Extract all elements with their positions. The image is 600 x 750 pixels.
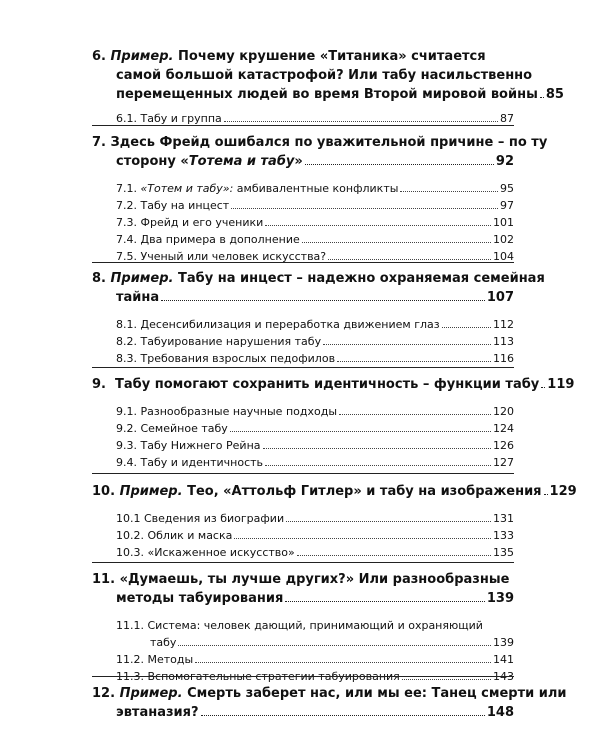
subitem-label: 9.3. Табу Нижнего Рейна xyxy=(116,439,261,452)
dot-leader xyxy=(544,494,548,495)
toc-chapter-9[interactable] xyxy=(92,375,575,471)
section-divider xyxy=(92,367,514,368)
toc-subitem[interactable] xyxy=(92,350,514,367)
chapter-10-title-line-1 xyxy=(92,482,577,501)
subitem-page: 127 xyxy=(493,456,514,469)
chapter-6-title-line-3 xyxy=(92,85,564,104)
dot-leader xyxy=(265,225,491,226)
subitem-label: 10.3. «Искаженное искусство» xyxy=(116,546,295,559)
subitem-label: 10.2. Облик и маска xyxy=(116,529,233,542)
chapter-6-tag: Пример. xyxy=(110,49,174,64)
chapter-7-title-2: сторону «Тотема и табу» xyxy=(116,154,303,169)
subitem-label: 11.3. Вспомогательные стратегии табуирования xyxy=(116,670,400,683)
chapter-12-title-line-1 xyxy=(92,684,567,703)
subitem-label: 7.3. Фрейд и его ученики xyxy=(116,216,264,229)
toc-subitem[interactable] xyxy=(92,214,514,231)
subitem-label: 7.5. Ученый или человек искусства? xyxy=(116,250,327,263)
chapter-12-title-2: эвтаназия? xyxy=(116,705,199,720)
toc-chapter-6[interactable] xyxy=(92,47,564,127)
subitem-page: 131 xyxy=(493,512,514,525)
subitem-page: 97 xyxy=(500,199,514,212)
dot-leader xyxy=(339,414,491,415)
chapter-6-title-3: перемещенных людей во время Второй мировой войны xyxy=(116,87,538,102)
section-divider xyxy=(92,562,514,563)
toc-subitem[interactable] xyxy=(92,651,514,668)
subitem-label: 6.1. Табу и группа xyxy=(116,112,222,125)
toc-subitem[interactable] xyxy=(92,454,514,471)
toc-subitem[interactable] xyxy=(92,333,514,350)
dot-leader xyxy=(285,601,485,602)
chapter-11-title-line-2 xyxy=(92,589,514,608)
subitem-page: 112 xyxy=(493,318,514,331)
subitem-page: 120 xyxy=(493,405,514,418)
dot-leader xyxy=(302,242,491,243)
dot-leader xyxy=(540,97,544,98)
dot-leader xyxy=(265,465,491,466)
section-divider xyxy=(92,473,514,474)
chapter-8-tag: Пример. xyxy=(110,271,174,286)
chapter-11-number: 11. xyxy=(92,572,116,587)
chapter-10-tag: Пример. xyxy=(119,484,183,499)
chapter-9-title-line-1 xyxy=(92,375,575,394)
dot-leader xyxy=(286,521,491,522)
toc-subitem[interactable] xyxy=(92,403,514,420)
dot-leader xyxy=(178,645,491,646)
subitem-label: 7.4. Два примера в дополнение xyxy=(116,233,300,246)
dot-leader xyxy=(323,344,491,345)
chapter-10-page: 129 xyxy=(549,484,577,499)
chapter-8-title-1: Табу на инцест – надежно охраняемая семейная xyxy=(178,271,545,286)
subitem-label: 9.1. Разнообразные научные подходы xyxy=(116,405,337,418)
toc-subitem[interactable] xyxy=(92,510,514,527)
dot-leader xyxy=(201,715,485,716)
subitem-label: 8.2. Табуирование нарушения табу xyxy=(116,335,322,348)
subitem-page: 139 xyxy=(493,636,514,649)
subitem-page: 102 xyxy=(493,233,514,246)
chapter-12-title-1: Смерть заберет нас, или мы ее: Танец смерти или xyxy=(187,686,567,701)
subitem-label: 9.4. Табу и идентичность xyxy=(116,456,264,469)
dot-leader xyxy=(400,191,498,192)
toc-subitem[interactable] xyxy=(92,180,514,197)
dot-leader xyxy=(305,164,494,165)
chapter-12-number: 12. xyxy=(92,686,116,701)
dot-leader xyxy=(337,361,491,362)
chapter-6-title-line-1 xyxy=(92,47,514,66)
dot-leader xyxy=(161,300,485,301)
chapter-9-number: 9. xyxy=(92,377,106,392)
dot-leader xyxy=(231,208,498,209)
toc-chapter-12[interactable] xyxy=(92,684,567,722)
toc-subitem[interactable] xyxy=(92,316,514,333)
chapter-9-title: 9. Табу помогают сохранить идентичность – функции табу xyxy=(92,377,540,392)
subitem-page: 95 xyxy=(500,182,514,195)
chapter-10-number: 10. xyxy=(92,484,116,499)
dot-leader xyxy=(328,259,491,260)
toc-subitem[interactable] xyxy=(92,420,514,437)
toc-chapter-7[interactable] xyxy=(92,133,548,265)
chapter-8-title-line-2 xyxy=(92,288,514,307)
chapter-11-title-2: методы табуирования xyxy=(116,591,284,606)
dot-leader xyxy=(442,327,491,328)
subitem-page: 126 xyxy=(493,439,514,452)
dot-leader xyxy=(234,538,491,539)
subitem-page: 113 xyxy=(493,335,514,348)
subitem-page: 87 xyxy=(500,112,514,125)
dot-leader xyxy=(224,121,498,122)
subitem-page: 124 xyxy=(493,422,514,435)
subitem-label: 9.2. Семейное табу xyxy=(116,422,228,435)
dot-leader xyxy=(195,662,491,663)
chapter-7-title-line-1 xyxy=(92,133,548,152)
subitem-label: 8.3. Требования взрослых педофилов xyxy=(116,352,336,365)
section-divider xyxy=(92,125,514,126)
chapter-8-title-line-1 xyxy=(92,269,545,288)
dot-leader xyxy=(297,555,491,556)
chapter-11-title-line-1 xyxy=(92,570,514,589)
toc-chapter-11[interactable] xyxy=(92,570,514,685)
toc-chapter-8[interactable] xyxy=(92,269,545,367)
toc-chapter-10[interactable] xyxy=(92,482,577,561)
chapter-6-title-1: Почему крушение «Титаника» считается xyxy=(178,49,486,64)
toc-subitem[interactable] xyxy=(92,197,514,214)
subitem-page: 133 xyxy=(493,529,514,542)
chapter-12-tag: Пример. xyxy=(119,686,183,701)
section-divider xyxy=(92,676,514,677)
toc-subitem[interactable] xyxy=(92,527,514,544)
subitem-page: 135 xyxy=(493,546,514,559)
subitem-label: 11.1. Система: человек дающий, принимающий и охраняющий xyxy=(116,619,483,632)
chapter-12-page: 148 xyxy=(486,705,514,720)
chapter-6-title-line-2: самой большой катастрофой? Или табу насильственно xyxy=(116,68,533,83)
chapter-7-page: 92 xyxy=(495,154,514,169)
section-divider xyxy=(92,262,514,263)
toc-subitem[interactable] xyxy=(92,231,514,248)
dot-leader xyxy=(230,431,491,432)
subitem-label-cont: табу xyxy=(150,636,177,649)
chapter-12-title-line-2 xyxy=(92,703,514,722)
chapter-10-title: 10. Пример. Тео, «Аттольф Гитлер» и табу на изображения xyxy=(92,484,542,499)
toc-subitem[interactable] xyxy=(92,617,514,651)
toc-subitem[interactable] xyxy=(92,544,514,561)
toc-subitem[interactable] xyxy=(92,437,514,454)
subitem-page: 101 xyxy=(493,216,514,229)
chapter-11-title-1: «Думаешь, ты лучше других?» Или разнообразные xyxy=(119,572,510,587)
chapter-7-number: 7. xyxy=(92,135,106,150)
subitem-label: 7.1. «Тотем и табу»: амбивалентные конфликты xyxy=(116,182,399,195)
dot-leader xyxy=(541,387,545,388)
subitem-label: 8.1. Десенсибилизация и переработка движением глаз xyxy=(116,318,440,331)
subitem-label: 11.2. Методы xyxy=(116,653,194,666)
chapter-8-number: 8. xyxy=(92,271,106,286)
subitem-page: 143 xyxy=(493,670,514,683)
chapter-11-page: 139 xyxy=(486,591,514,606)
subitem-page: 141 xyxy=(493,653,514,666)
chapter-6-number: 6. xyxy=(92,49,106,64)
chapter-8-title-2: тайна xyxy=(116,290,160,305)
chapter-7-title-1: Здесь Фрейд ошибался по уважительной причине – по ту xyxy=(110,135,548,150)
chapter-7-title-line-2 xyxy=(92,152,514,171)
dot-leader xyxy=(263,448,491,449)
subitem-label: 7.2. Табу на инцест xyxy=(116,199,230,212)
chapter-9-page: 119 xyxy=(547,377,575,392)
dot-leader xyxy=(402,679,491,680)
subitem-page: 116 xyxy=(493,352,514,365)
subitem-page: 104 xyxy=(493,250,514,263)
chapter-8-page: 107 xyxy=(486,290,514,305)
subitem-label: 10.1 Сведения из биографии xyxy=(116,512,285,525)
chapter-6-page: 85 xyxy=(545,87,564,102)
